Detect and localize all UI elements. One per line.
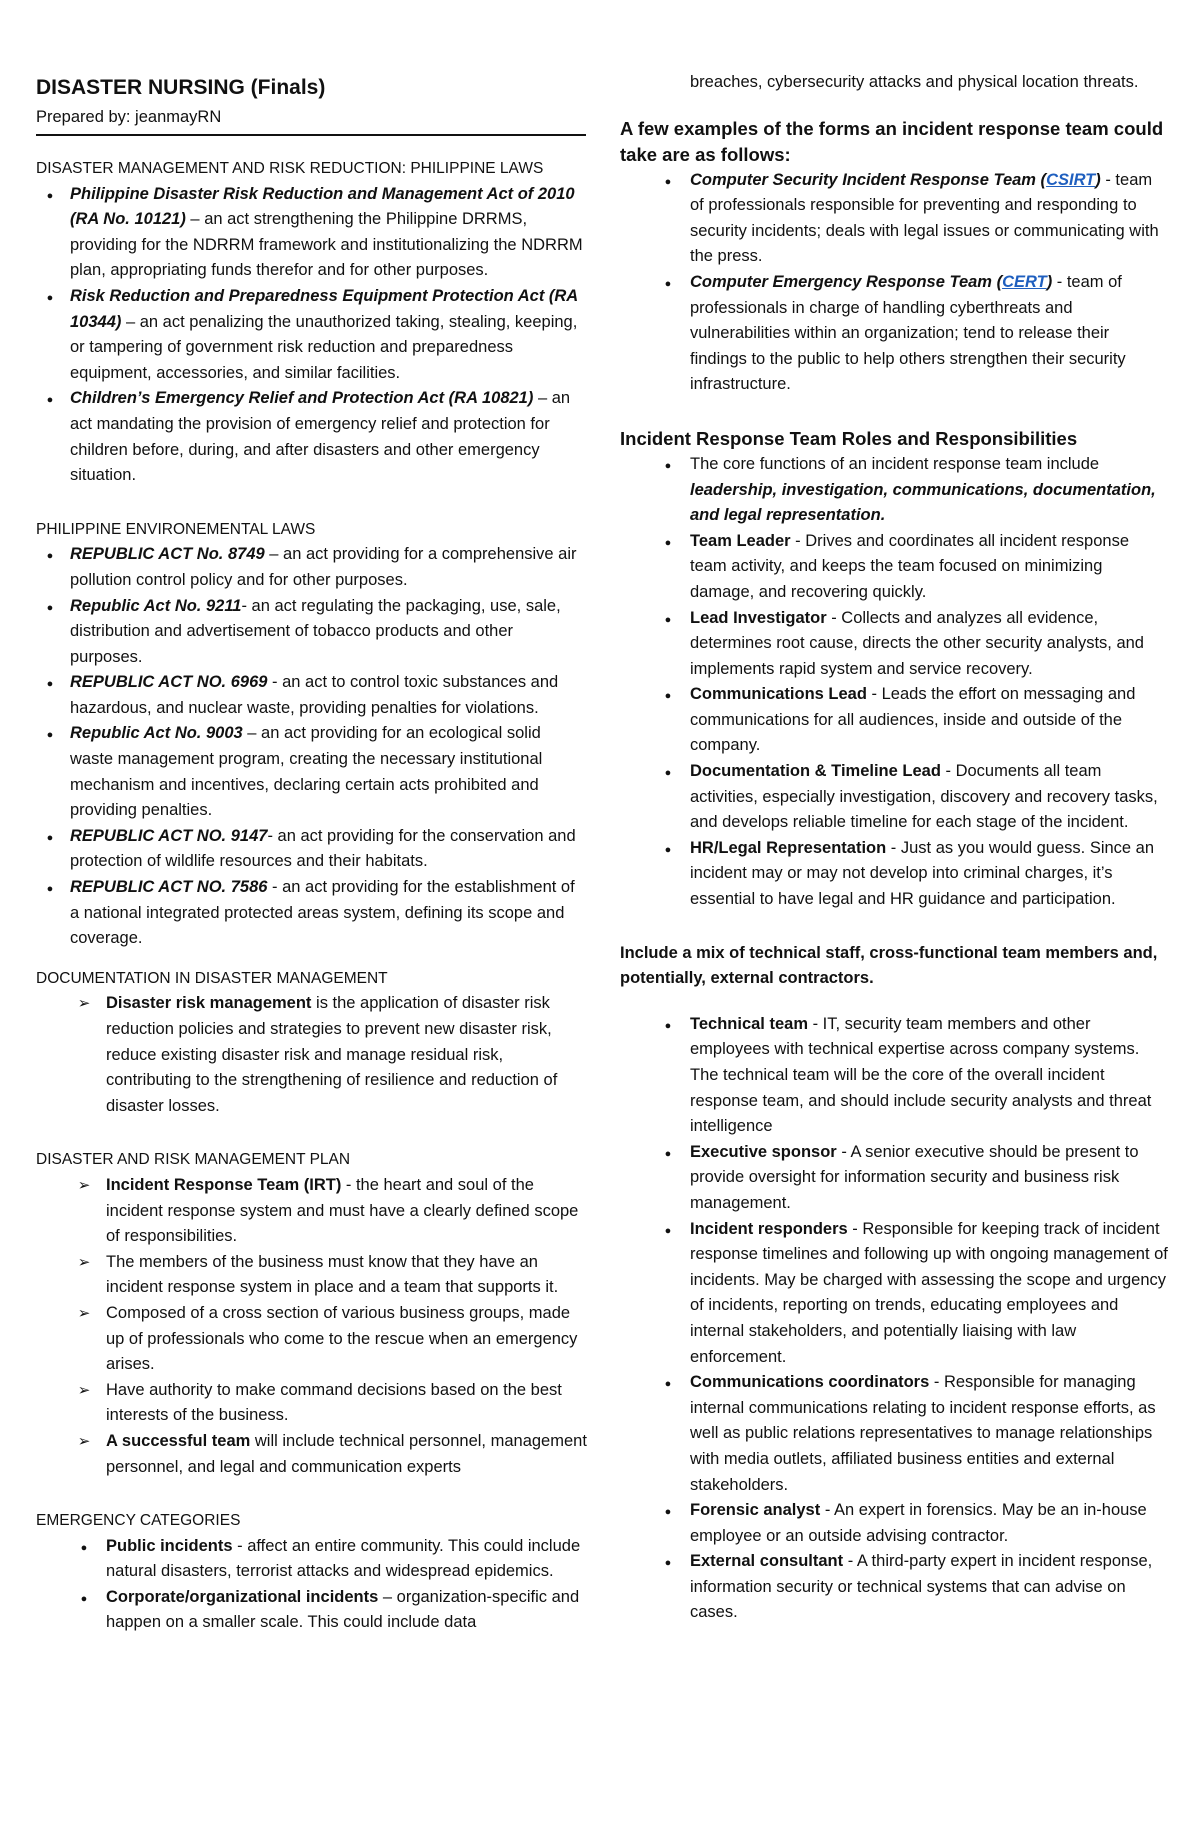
bullet-icon [74, 1585, 94, 1613]
term-desc: The members of the business must know that they have an incident response system in place and a team that supports it. [106, 1252, 559, 1297]
section-heading: DISASTER MANAGEMENT AND RISK REDUCTION: PHILIPPINE LAWS [36, 160, 544, 177]
section-heading: EMERGENCY CATEGORIES [36, 1512, 241, 1530]
arrow-bullet-icon [74, 991, 94, 1017]
section-heading: A few examples of the forms an incident response team could take are as follows: [620, 117, 1164, 165]
term-desc: - affect an entire community. This could include natural disasters, terrorist attacks and widespread epidemics. [106, 1536, 581, 1581]
list-item [36, 1173, 588, 1250]
list-item [620, 1140, 1168, 1217]
term-desc: is the application of disaster risk reduction policies and strategies to prevent new disaster risk, reduce existing disaster risk and manage residual risk, contributing to the strengthening of resilience and reduction of disaster losses. [106, 994, 558, 1115]
list-item [620, 836, 1168, 913]
document-title: DISASTER NURSING (Finals) [36, 76, 326, 99]
list-item [36, 1429, 588, 1480]
section-heading: Incident Response Team Roles and Responsibilities [620, 427, 1078, 449]
left-column [36, 70, 588, 1650]
section-emergency [36, 1508, 588, 1636]
list-item [620, 1217, 1168, 1371]
term-name: Public incidents [106, 1536, 233, 1555]
csirt-link[interactable]: CSIRT [1046, 170, 1096, 189]
bullet-icon [658, 270, 678, 298]
spacer [620, 927, 1168, 941]
mix-list [620, 1012, 1168, 1626]
role-desc: - Documents all team activities, especially investigation, discovery and recovery tasks, and develops reliable timeline for each stage of the incident. [690, 762, 1158, 832]
section-roles [620, 426, 1168, 913]
member-name: Technical team [690, 1014, 808, 1033]
bullet-icon [658, 759, 678, 787]
term-desc: Composed of a cross section of various business groups, made up of professionals who come to the rescue when an emergency arises. [106, 1303, 578, 1374]
list-item [36, 1301, 588, 1378]
role-desc: - Collects and analyzes all evidence, determines root cause, directs the other security analysts, and implements rapid system and service recovery. [690, 608, 1144, 678]
list-item [36, 1378, 588, 1429]
bullet-icon [658, 1498, 678, 1526]
list-item [36, 1585, 588, 1636]
roles-list [620, 452, 1168, 913]
cert-link[interactable]: CERT [1002, 272, 1047, 291]
emergency-list [36, 1534, 588, 1636]
role-desc: - Leads the effort on messaging and communications for all audiences, inside and outside of the company. [690, 685, 1136, 755]
member-name: Communications coordinators [690, 1373, 930, 1392]
term-name: Corporate/organizational incidents [106, 1587, 379, 1606]
section-forms [620, 116, 1168, 398]
bullet-icon [658, 836, 678, 864]
bullet-icon [658, 168, 678, 196]
term-name: A successful team [106, 1431, 251, 1450]
section-laws [36, 156, 588, 489]
list-item [36, 182, 588, 284]
bullet-icon [40, 824, 60, 852]
list-item [36, 670, 588, 721]
team-name-end: ) [1095, 170, 1101, 189]
list-item [620, 682, 1168, 759]
spacer [36, 1494, 588, 1508]
list-item [36, 991, 588, 1119]
list-item [620, 759, 1168, 836]
law-name: Risk Reduction and Preparedness Equipment Protection Act (RA 10344) [70, 286, 578, 331]
bullet-icon [74, 1534, 94, 1562]
member-name: Incident responders [690, 1219, 848, 1238]
bullet-icon [658, 606, 678, 634]
bullet-icon [40, 594, 60, 622]
prepared-by: Prepared by: jeanmayRN [36, 108, 222, 126]
member-desc: - A third-party expert in incident response, information security or technical systems that can advise on cases. [690, 1552, 1153, 1622]
list-item [36, 1250, 588, 1301]
laws-list [36, 182, 588, 489]
bullet-icon [658, 529, 678, 557]
documentation-list [36, 991, 588, 1119]
term-desc: will include technical personnel, management personnel, and legal and communication experts [106, 1431, 587, 1476]
bullet-icon [658, 682, 678, 710]
spacer [620, 96, 1168, 116]
law-name: Philippine Disaster Risk Reduction and Management Act of 2010 (RA No. 10121) [70, 184, 575, 229]
bullet-icon [658, 1012, 678, 1040]
law-desc: - an act providing for the establishment of a national integrated protected areas system, defining its scope and coverage. [70, 878, 575, 948]
role-name: Documentation & Timeline Lead [690, 762, 941, 781]
team-name: Computer Security Incident Response Team ( [690, 170, 1047, 189]
list-item [620, 270, 1168, 398]
bullet-icon [40, 875, 60, 903]
list-item [36, 875, 588, 952]
team-name-end: ) [1046, 272, 1053, 291]
section-mix [620, 941, 1168, 1626]
spacer [36, 503, 588, 517]
section-heading: DOCUMENTATION IN DISASTER MANAGEMENT [36, 969, 388, 987]
title-divider [36, 134, 586, 136]
law-name: REPUBLIC ACT No. 8749 [70, 545, 265, 564]
law-desc: – an act penalizing the unauthorized taking, stealing, keeping, or tampering of government risk reduction and preparedness equipment, accessories, and similar facilities. [70, 312, 578, 382]
law-name: REPUBLIC ACT NO. 7586 [70, 878, 268, 897]
forms-list [620, 168, 1168, 398]
law-name: Children’s Emergency Relief and Protection Act (RA 10821) [70, 389, 534, 408]
law-name: REPUBLIC ACT NO. 6969 [70, 673, 268, 692]
role-name: Communications Lead [690, 685, 867, 704]
section-heading: Include a mix of technical staff, cross-functional team members and, potentially, external contractors. [620, 943, 1158, 988]
member-name: Executive sponsor [690, 1142, 837, 1161]
spacer [36, 1133, 588, 1147]
bullet-icon [40, 386, 60, 414]
role-name: Team Leader [690, 531, 791, 550]
law-desc: - an act regulating the packaging, use, sale, distribution and advertisement of tobacco products and other purposes. [70, 596, 561, 666]
section-heading: DISASTER AND RISK MANAGEMENT PLAN [36, 1151, 351, 1169]
list-item [36, 824, 588, 875]
member-desc: - Responsible for keeping track of incident response timelines and following up with ongoing management of incidents. May be charged with assessing the scope and urgency of incidents, reporting on trends, educating employees and internal stakeholders, and potentially liaising with law enforcement. [690, 1219, 1168, 1366]
role-name: Lead Investigator [690, 608, 827, 627]
list-item [620, 168, 1168, 270]
bullet-icon [40, 721, 60, 749]
member-name: Forensic analyst [690, 1501, 821, 1520]
arrow-bullet-icon [74, 1173, 94, 1199]
term-name: Incident Response Team (IRT) [106, 1175, 342, 1194]
term-name: Disaster risk management [106, 994, 312, 1013]
section-documentation [36, 966, 588, 1120]
member-desc: - A senior executive should be present to provide oversight for information security and business risk management. [690, 1142, 1139, 1212]
arrow-bullet-icon [74, 1301, 94, 1327]
law-name: Republic Act No. 9003 [70, 724, 243, 743]
list-item [620, 606, 1168, 683]
bullet-icon [658, 1370, 678, 1398]
right-column [620, 70, 1168, 1640]
team-desc: - team of professionals responsible for preventing and responding to security incidents; deals with legal issues or communicating with the press. [690, 170, 1159, 266]
member-name: External consultant [690, 1552, 844, 1571]
law-desc: - an act to control toxic substances and hazardous, and nuclear waste, providing penalties for violations. [70, 673, 559, 717]
list-item [620, 1498, 1168, 1549]
list-item [36, 721, 588, 823]
arrow-bullet-icon [74, 1378, 94, 1404]
list-item [620, 452, 1168, 529]
law-name: Republic Act No. 9211 [70, 596, 242, 615]
section-plan [36, 1147, 588, 1480]
continued-text: breaches, cybersecurity attacks and physical location threats. [690, 73, 1139, 91]
env-laws-list [36, 542, 588, 952]
bullet-icon [658, 1217, 678, 1245]
bullet-icon [658, 452, 678, 480]
spacer [620, 992, 1168, 1012]
law-desc: – an act providing for a comprehensive air pollution control policy and for other purposes. [70, 545, 577, 589]
list-item [36, 594, 588, 671]
section-heading: PHILIPPINE ENVIRONEMENTAL LAWS [36, 520, 316, 538]
law-desc: – an act strengthening the Philippine DRRMS, providing for the NDRRM framework and institutionalizing the NDRRM plan, appropriating funds therefor and for other purposes. [70, 210, 583, 280]
list-item [36, 386, 588, 488]
term-desc: – organization-specific and happen on a smaller scale. This could include data [106, 1587, 580, 1632]
plan-list [36, 1173, 588, 1480]
team-name: Computer Emergency Response Team ( [690, 272, 1003, 291]
term-desc: Have authority to make command decisions based on the best interests of the business. [106, 1380, 562, 1425]
law-desc: – an act providing for an ecological solid waste management program, creating the necessary institutional mechanism and incentives, declaring certain acts prohibited and providing penalties. [70, 724, 543, 820]
bullet-icon [40, 182, 60, 210]
spacer [620, 412, 1168, 426]
roles-intro-bold: leadership, investigation, communications, documentation, and legal representation. [690, 480, 1156, 525]
bullet-icon [40, 542, 60, 570]
law-desc: – an act mandating the provision of emergency relief and protection for children before, during, and after disasters and other emergency situation. [70, 389, 571, 485]
team-desc: - team of professionals in charge of handling cyberthreats and vulnerabilities within an organization; tend to release their findings to the public to help others strengthen their security infrastructure. [690, 272, 1126, 394]
member-desc: - An expert in forensics. May be an in-house employee or an outside advising contractor. [690, 1501, 1147, 1545]
roles-intro: The core functions of an incident response team include [690, 454, 1100, 473]
section-env-laws [36, 517, 588, 952]
term-desc: - the heart and soul of the incident response system and must have a clearly defined scope of responsibilities. [106, 1175, 579, 1246]
bullet-icon [40, 284, 60, 312]
list-item [620, 1549, 1168, 1626]
list-item [36, 542, 588, 593]
member-desc: - IT, security team members and other employees with technical expertise across company systems. The technical team will be the core of the overall incident response team, and should include security analysts and threat intelligence [690, 1014, 1152, 1136]
role-name: HR/Legal Representation [690, 838, 887, 857]
list-item [620, 529, 1168, 606]
bullet-icon [658, 1549, 678, 1577]
member-desc: - Responsible for managing internal communications relating to incident response efforts, as well as public relations representatives to manage relationships with media outlets, affiliated business entities and external stakeholders. [690, 1373, 1156, 1494]
bullet-icon [40, 670, 60, 698]
law-desc: - an act providing for the conservation and protection of wildlife resources and their habitats. [70, 826, 576, 871]
role-desc: - Drives and coordinates all incident response team activity, and keeps the team focused on minimizing damage, and recovering quickly. [690, 531, 1130, 601]
list-item [36, 284, 588, 386]
arrow-bullet-icon [74, 1250, 94, 1276]
list-item [620, 1012, 1168, 1140]
list-item [620, 1370, 1168, 1498]
role-desc: - Just as you would guess. Since an incident may or may not develop into criminal charges, it’s essential to have legal and HR guidance and participation. [690, 838, 1155, 909]
bullet-icon [658, 1140, 678, 1168]
list-item [36, 1534, 588, 1585]
law-name: REPUBLIC ACT NO. 9147 [70, 826, 268, 845]
arrow-bullet-icon [74, 1429, 94, 1455]
